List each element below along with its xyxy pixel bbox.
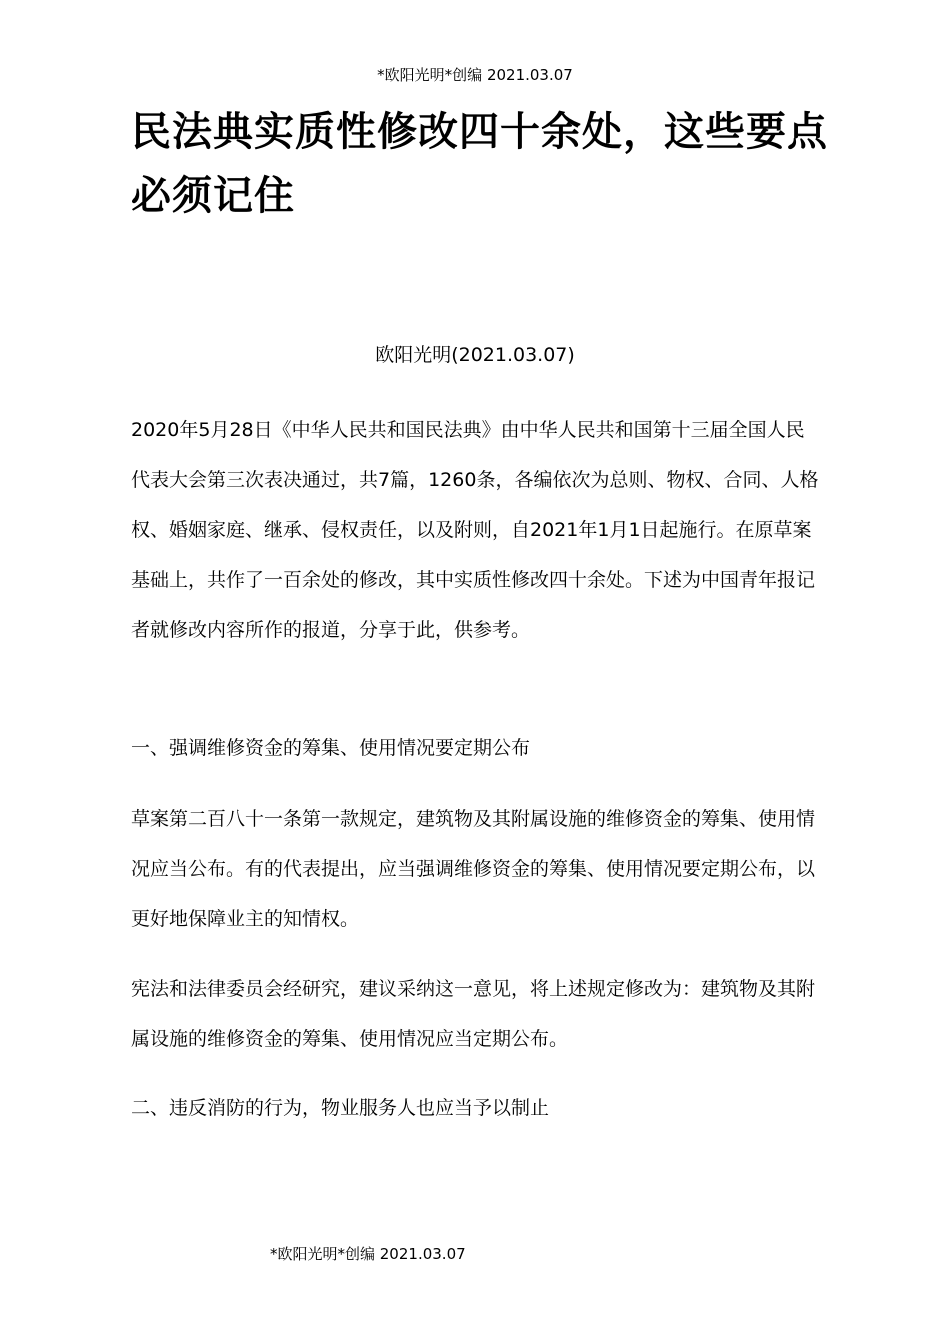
section-2-heading: 二、违反消防的行为，物业服务人也应当予以制止 — [131, 1097, 550, 1119]
intro-paragraph: 2020年5月28日《中华人民共和国民法典》由中华人民共和国第十三届全国人民代表大会第三次表决通过，共7篇，1260条，各编依次为总则、物权、合同、人格权、婚姻家庭、继承、侵权责任，以及附则，自2021年1月1日起施行。在原草案基础上，共作了一百余处的修改，其中实质性修改四十余处。下述为中国青年报记者就修改内容所作的报道，分享于此，供参考。 — [131, 419, 819, 641]
section-1-heading: 一、强调维修资金的筹集、使用情况要定期公布 — [131, 737, 531, 759]
section-1-paragraph-2: 宪法和法律委员会经研究，建议采纳这一意见，将上述规定修改为：建筑物及其附属设施的维修资金的筹集、使用情况应当定期公布。 — [131, 978, 816, 1050]
footer-note: *欧阳光明*创编 2021.03.07 — [270, 1245, 466, 1263]
author-byline: 欧阳光明(2021.03.07) — [375, 344, 575, 366]
document-title: 民法典实质性修改四十余处，这些要点必须记住 — [131, 109, 828, 219]
header-note: *欧阳光明*创编 2021.03.07 — [377, 66, 573, 84]
section-1-paragraph-1: 草案第二百八十一条第一款规定，建筑物及其附属设施的维修资金的筹集、使用情况应当公布。有的代表提出，应当强调维修资金的筹集、使用情况要定期公布，以更好地保障业主的知情权。 — [131, 808, 816, 930]
